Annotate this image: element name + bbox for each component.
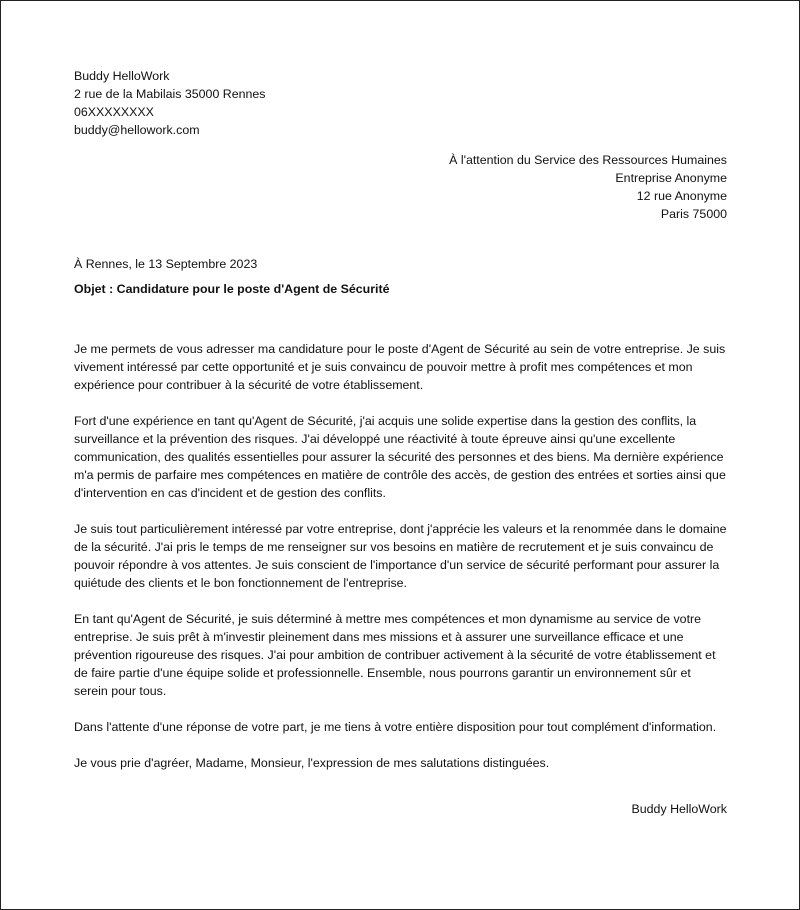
body-paragraph: Dans l'attente d'une réponse de votre part, je me tiens à votre entière disposition pour tout complément d'information.: [74, 720, 717, 734]
signature: Buddy HelloWork: [631, 802, 727, 816]
sender-phone: 06XXXXXXXX: [74, 105, 154, 119]
subject-line: Objet : Candidature pour le poste d'Agent de Sécurité: [74, 282, 390, 296]
recipient-street: 12 rue Anonyme: [636, 189, 727, 203]
body-paragraph: Fort d'une expérience en tant qu'Agent de Sécurité, j'ai acquis une solide expertise dans la gestion des conflits, la surveillance et la prévention des risques. J'ai développé une réactivité à toute épreuve ainsi qu'une excellente communication, des qualités essentielles pour assurer la sécurité des personnes et des biens. Ma dernière expérience m'a permis de parfaire mes compétences en matière de contrôle des accès, de gestion des entrées et sorties ainsi que d'intervention en cas d'incident et de gestion des conflits.: [74, 414, 726, 500]
body-paragraph: Je me permets de vous adresser ma candidature pour le poste d'Agent de Sécurité au sein de votre entreprise. Je suis vivement intéressé par cette opportunité et je suis convaincu de pouvoir mettre à profit mes compétences et mon expérience pour contribuer à la sécurité de votre établissement.: [74, 342, 726, 392]
sender-address: 2 rue de la Mabilais 35000 Rennes: [74, 87, 266, 101]
letter-body: [74, 340, 727, 772]
closing-paragraph: Je vous prie d'agréer, Madame, Monsieur, l'expression de mes salutations distinguées.: [74, 756, 550, 770]
date-line: À Rennes, le 13 Septembre 2023: [74, 257, 258, 271]
body-paragraph: Je suis tout particulièrement intéressé par votre entreprise, dont j'apprécie les valeurs et la renommée dans le domaine de la sécurité. J'ai pris le temps de me renseigner sur vos besoins en matière de recrutement et je suis convaincu de pouvoir répondre à vos attentes. Je suis conscient de l'importance d'un service de sécurité performant pour assurer la quiétude des clients et le bon fonctionnement de l'entreprise.: [74, 522, 727, 590]
sender-name: Buddy HelloWork: [74, 69, 170, 83]
recipient-company: Entreprise Anonyme: [615, 171, 727, 185]
sender-email: buddy@hellowork.com: [74, 123, 200, 137]
body-paragraph: En tant qu'Agent de Sécurité, je suis déterminé à mettre mes compétences et mon dynamisme au service de votre entreprise. Je suis prêt à m'investir pleinement dans mes missions et à assurer une surveillance efficace et une prévention rigoureuse des risques. J'ai pour ambition de contribuer activement à la sécurité de votre établissement et de faire partie d'une équipe solide et professionnelle. Ensemble, nous pourrons garantir un environnement sûr et serein pour tous.: [74, 612, 716, 698]
sender-block: [74, 1, 727, 139]
recipient-attention: À l'attention du Service des Ressources Humaines: [449, 153, 727, 167]
recipient-block: [74, 151, 727, 223]
recipient-city: Paris 75000: [660, 207, 727, 221]
